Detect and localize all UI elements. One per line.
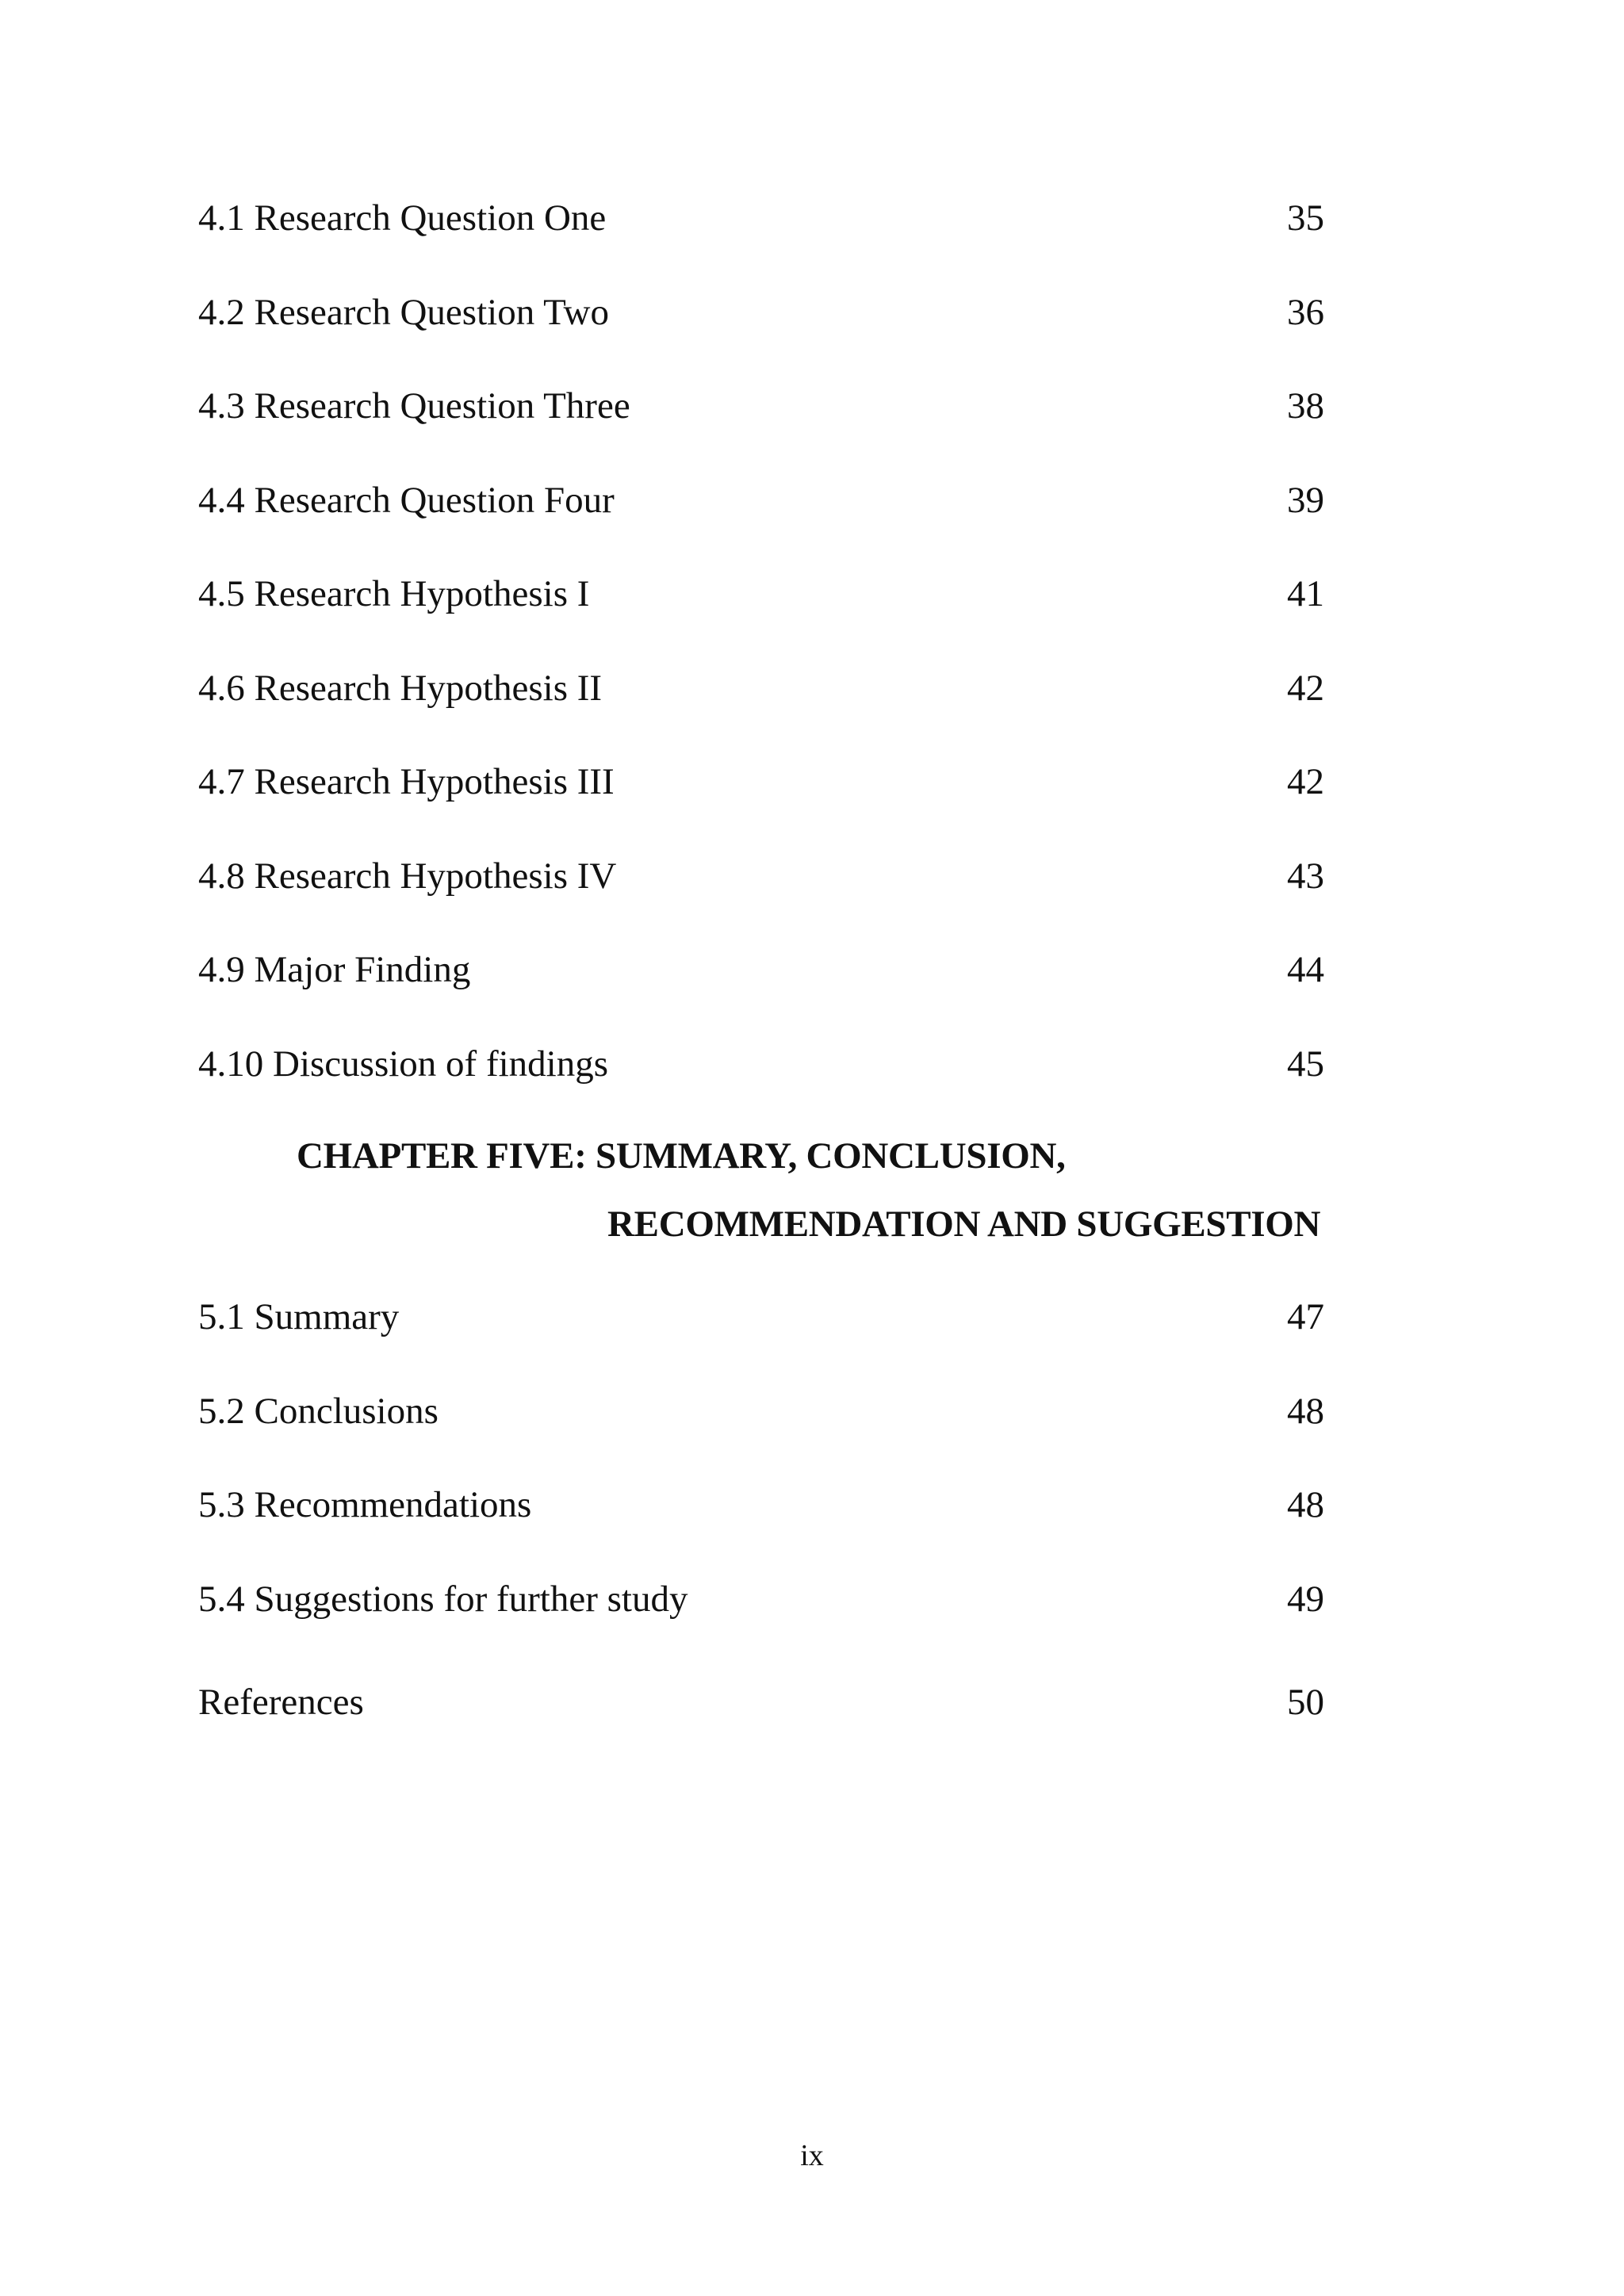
toc-entry-label: 5.4 Suggestions for further study: [198, 1578, 688, 1620]
toc-entry-label: 4.3 Research Question Three: [198, 385, 630, 427]
toc-entry: [198, 570, 1324, 618]
toc-entry-page: 49: [1287, 1578, 1324, 1620]
toc-entry-page: 36: [1287, 292, 1324, 333]
toc-entry-label: 4.5 Research Hypothesis I: [198, 573, 590, 614]
toc-entry: [198, 664, 1324, 712]
toc-entry-page: 43: [1287, 855, 1324, 897]
toc-entry: [198, 1040, 1324, 1088]
toc-entry-label: 4.9 Major Finding: [198, 949, 471, 990]
toc-entry-page: 35: [1287, 197, 1324, 239]
toc-entry: [198, 1481, 1324, 1529]
toc-entry-page: 41: [1287, 573, 1324, 614]
toc-entry-page: 42: [1287, 668, 1324, 709]
toc-entry-page: 45: [1287, 1043, 1324, 1085]
toc-entry: [198, 852, 1324, 900]
toc-entry-label: 4.2 Research Question Two: [198, 292, 609, 333]
toc-entry: [198, 1575, 1324, 1623]
toc-entry-label: 4.10 Discussion of findings: [198, 1043, 608, 1085]
chapter-five-heading: CHAPTER FIVE: SUMMARY, CONCLUSION,: [297, 1135, 1066, 1177]
chapter-five-heading-continued: RECOMMENDATION AND SUGGESTION: [607, 1203, 1321, 1245]
toc-entry: [198, 476, 1324, 524]
toc-entry: [198, 382, 1324, 430]
toc-entry-label: 4.1 Research Question One: [198, 197, 607, 239]
toc-entry-page: 48: [1287, 1484, 1324, 1525]
page-number: ix: [800, 2139, 824, 2172]
toc-entry-page: 48: [1287, 1391, 1324, 1432]
toc-entry: [198, 1293, 1324, 1341]
toc-entry-page: 47: [1287, 1296, 1324, 1337]
toc-entry-page: 39: [1287, 480, 1324, 521]
toc-entry-label: References: [198, 1682, 364, 1723]
toc-entry-label: 5.2 Conclusions: [198, 1391, 439, 1432]
toc-entry-label: 4.4 Research Question Four: [198, 480, 615, 521]
toc-entry-page: 44: [1287, 949, 1324, 990]
toc-entry-page: 38: [1287, 385, 1324, 427]
toc-entry: [198, 946, 1324, 993]
toc-entry: [198, 289, 1324, 336]
toc-entry: [198, 758, 1324, 806]
toc-entry: [198, 194, 1324, 242]
toc-entry-label: 5.1 Summary: [198, 1296, 400, 1337]
toc-entry-label: 4.7 Research Hypothesis III: [198, 761, 615, 802]
toc-entry-label: 4.8 Research Hypothesis IV: [198, 855, 617, 897]
toc-entry-label: 5.3 Recommendations: [198, 1484, 532, 1525]
toc-entry: [198, 1387, 1324, 1435]
toc-entry-page: 50: [1287, 1682, 1324, 1723]
toc-entry-references: [198, 1678, 1324, 1726]
toc-entry-page: 42: [1287, 761, 1324, 802]
toc-entry-label: 4.6 Research Hypothesis II: [198, 668, 603, 709]
